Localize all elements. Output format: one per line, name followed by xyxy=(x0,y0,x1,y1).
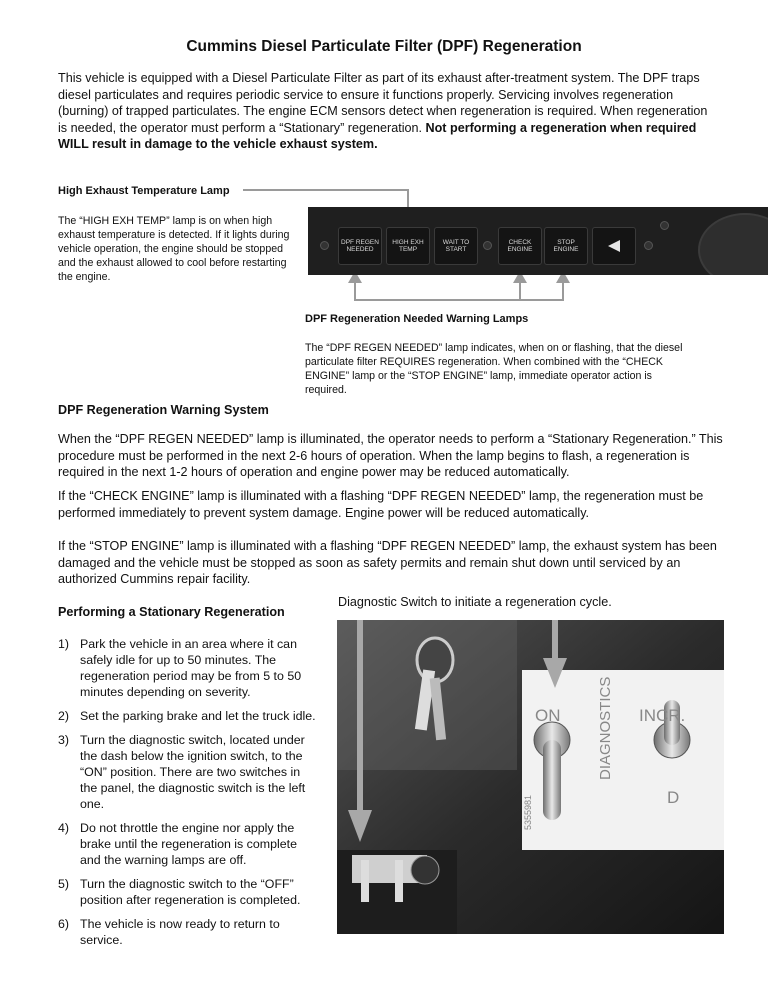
regen-steps-list xyxy=(58,636,318,956)
step-number: 6) xyxy=(58,917,70,931)
step-number: 2) xyxy=(58,709,70,723)
switch-d-label: D xyxy=(667,788,680,807)
list-item xyxy=(58,636,318,700)
warning-paragraph: When the “DPF REGEN NEEDED” lamp is illuminated, the operator needs to perform a “Stationary Regeneration.” This procedure must be performed in the next 2-6 hours of operation. When the lamp begins to flash, a regeneration is required in the next 1-2 hours of operation and engine power may be reduced automatically. xyxy=(58,432,723,479)
warning-system-heading: DPF Regeneration Warning System xyxy=(58,403,269,417)
lamp-high-exh-temp: HIGH EXH TEMP xyxy=(386,227,430,265)
regen-lamps-body: The “DPF REGEN NEEDED” lamp indicates, when on or flashing, that the diesel particulate filter REQUIRES regeneration. When combined with the “CHECK ENGINE” lamp or the “STOP ENGINE” lamp, immediate operator action is required. xyxy=(305,342,683,396)
indicator-dot xyxy=(320,241,329,250)
lamp-wait-to-start: WAIT TO START xyxy=(434,227,478,265)
list-item xyxy=(58,876,318,908)
diagnostic-caption: Diagnostic Switch to initiate a regeneration cycle. xyxy=(338,595,612,609)
regen-lamps-heading: DPF Regeneration Needed Warning Lamps xyxy=(305,313,529,325)
indicator-dot xyxy=(483,241,492,250)
lamp-dpf-regen-needed: DPF REGEN NEEDED xyxy=(338,227,382,265)
part-number-label: 5355981 xyxy=(523,794,533,830)
regen-bracket-line xyxy=(355,280,563,300)
step-number: 3) xyxy=(58,733,70,747)
lamp-check-engine: CHECK ENGINE xyxy=(498,227,542,265)
arrow-left-icon xyxy=(606,239,622,253)
step-number: 5) xyxy=(58,877,70,891)
diagnostic-switch-photo xyxy=(337,620,724,934)
list-item xyxy=(58,732,318,812)
list-item xyxy=(58,708,318,724)
list-item xyxy=(58,820,318,868)
arrow-shaft xyxy=(357,620,363,815)
stationary-heading: Performing a Stationary Regeneration xyxy=(58,605,285,619)
step-text: Park the vehicle in an area where it can safely idle for up to 50 minutes. The regeneration period may be from 5 to 50 minutes depending on severity. xyxy=(80,637,302,699)
indicator-dot xyxy=(660,221,669,230)
high-exhaust-body: The “HIGH EXH TEMP” lamp is on when high exhaust temperature is detected. If it lights during vehicle operation, the engine should be stopped and the exhaust allowed to cool before restarting the engine. xyxy=(58,215,290,283)
indicator-dot xyxy=(644,241,653,250)
diagnostic-toggle-lever xyxy=(543,740,561,820)
step-text: Turn the diagnostic switch to the “OFF” position after regeneration is completed. xyxy=(80,877,301,907)
warning-paragraph: If the “STOP ENGINE” lamp is illuminated with a flashing “DPF REGEN NEEDED” lamp, the exhaust system has been damaged and the vehicle must be stopped as soon as safety permits and remain shut down until serviced by an authorized Cummins repair facility. xyxy=(58,539,717,586)
gauge-bezel xyxy=(698,213,768,275)
step-text: Do not throttle the engine nor apply the brake until the regeneration is complete and the warning lamps are off. xyxy=(80,821,297,867)
page-title: Cummins Diesel Particulate Filter (DPF) Regeneration xyxy=(186,38,582,55)
step-number: 4) xyxy=(58,821,70,835)
intro-text: This vehicle is equipped with a Diesel Particulate Filter as part of its exhaust after-treatment system. The DPF traps diesel particulates and requires periodic service to ensure it functions properly. Servicing involves regeneration (burning) of trapped particulates. The engine ECM sensors detect when regeneration is required. When regeneration is needed, the operator must perform a “Stationary” regeneration. xyxy=(58,71,708,135)
warning-lamp-panel xyxy=(308,207,768,275)
switch-incr-label: INCR. xyxy=(639,706,686,725)
lamp-stop-engine: STOP ENGINE xyxy=(544,227,588,265)
list-item xyxy=(58,916,318,948)
step-number: 1) xyxy=(58,637,70,651)
step-text: Turn the diagnostic switch, located under the dash below the ignition switch, to the “ON” position. There are two switches in the panel, the diagnostic switch is the left one. xyxy=(80,733,306,811)
arrow-shaft xyxy=(552,620,558,660)
switch-on-label: ON xyxy=(535,706,561,725)
callout-arrows xyxy=(0,0,768,330)
step-text: Set the parking brake and let the truck idle. xyxy=(80,709,316,723)
high-exhaust-heading: High Exhaust Temperature Lamp xyxy=(58,185,230,197)
photo-illustration xyxy=(337,620,724,934)
intro-warning: Not performing a regeneration when required WILL result in damage to the vehicle exhaust system. xyxy=(58,120,697,151)
warning-paragraph: If the “CHECK ENGINE” lamp is illuminated with a flashing “DPF REGEN NEEDED” lamp, the regeneration must be performed immediately to prevent system damage. Engine power will be reduced automatically. xyxy=(58,489,704,520)
diagnostics-label: DIAGNOSTICS xyxy=(597,676,614,780)
turn-signal-lamp xyxy=(592,227,636,265)
step-text: The vehicle is now ready to return to service. xyxy=(80,917,280,947)
